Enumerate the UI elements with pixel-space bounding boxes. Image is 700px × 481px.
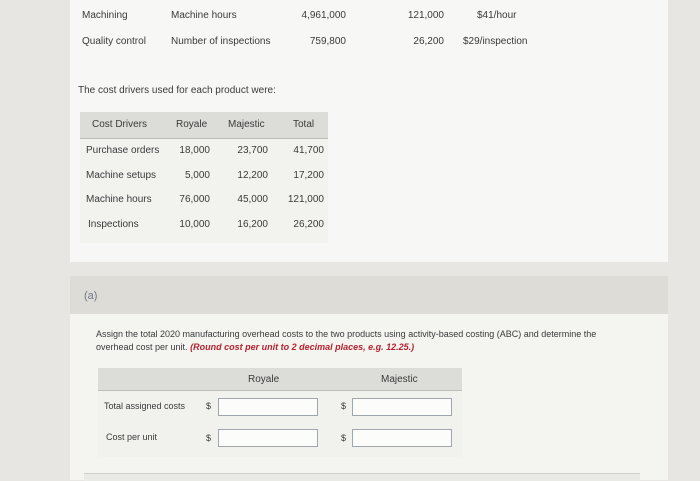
total-assigned-majestic-input[interactable]: [352, 398, 452, 416]
currency-sign: $: [206, 433, 212, 443]
table-cell: 26,200: [293, 219, 324, 230]
question-label: (a): [84, 290, 98, 302]
row-activity: Quality control: [82, 36, 146, 47]
table-row: Inspections: [88, 219, 139, 230]
row-rate: $41/hour: [477, 10, 517, 21]
table-cell: 5,000: [184, 170, 210, 181]
drivers-header-label: Cost Drivers: [92, 119, 148, 130]
table-cell: 16,200: [237, 219, 268, 230]
question-text-line2: overhead cost per unit. (Round cost per unit to 2 decimal places, e.g. 12.25.): [96, 342, 415, 352]
cost-drivers-intro: The cost drivers used for each product were:: [78, 85, 276, 96]
table-cell: 23,700: [237, 145, 268, 156]
drivers-header-majestic: Majestic: [228, 119, 265, 130]
row-label-cost-per-unit: Cost per unit: [106, 432, 158, 442]
currency-sign: $: [341, 433, 347, 443]
cost-per-unit-majestic-input[interactable]: [352, 429, 452, 447]
row-cost: 759,800: [309, 36, 346, 47]
row-total: 121,000: [407, 10, 444, 21]
row-label-total-assigned: Total assigned costs: [104, 401, 186, 411]
row-cost: 4,961,000: [301, 10, 346, 21]
table-cell: 18,000: [179, 145, 210, 156]
question-header: [70, 276, 668, 314]
drivers-header-royale: Royale: [176, 119, 208, 130]
table-cell: 12,200: [237, 170, 268, 181]
currency-sign: $: [206, 401, 212, 411]
table-cell: 45,000: [237, 194, 268, 205]
row-driver: Machine hours: [171, 10, 237, 21]
answer-header-royale: Royale: [248, 374, 280, 385]
table-cell: 76,000: [179, 194, 210, 205]
question-text: Assign the total 2020 manufacturing overhead costs to the two products using activity-based costing (ABC) and determine the: [96, 329, 597, 339]
row-rate: $29/inspection: [463, 36, 528, 47]
rounding-note: (Round cost per unit to 2 decimal places, e.g. 12.25.): [190, 342, 415, 352]
table-cell: 10,000: [179, 219, 210, 230]
table-row: Machine setups: [86, 170, 157, 181]
total-assigned-royale-input[interactable]: [218, 398, 318, 416]
drivers-header-total: Total: [293, 119, 315, 130]
table-row: Purchase orders: [86, 145, 160, 156]
table-cell: 121,000: [287, 194, 324, 205]
table-cell: 41,700: [293, 145, 324, 156]
answer-header-majestic: Majestic: [381, 374, 418, 385]
cost-per-unit-royale-input[interactable]: [218, 429, 318, 447]
currency-sign: $: [341, 401, 347, 411]
table-cell: 17,200: [293, 170, 324, 181]
row-total: 26,200: [413, 36, 444, 47]
table-row: Machine hours: [86, 194, 152, 205]
row-activity: Machining: [82, 10, 128, 21]
row-driver: Number of inspections: [171, 36, 271, 47]
